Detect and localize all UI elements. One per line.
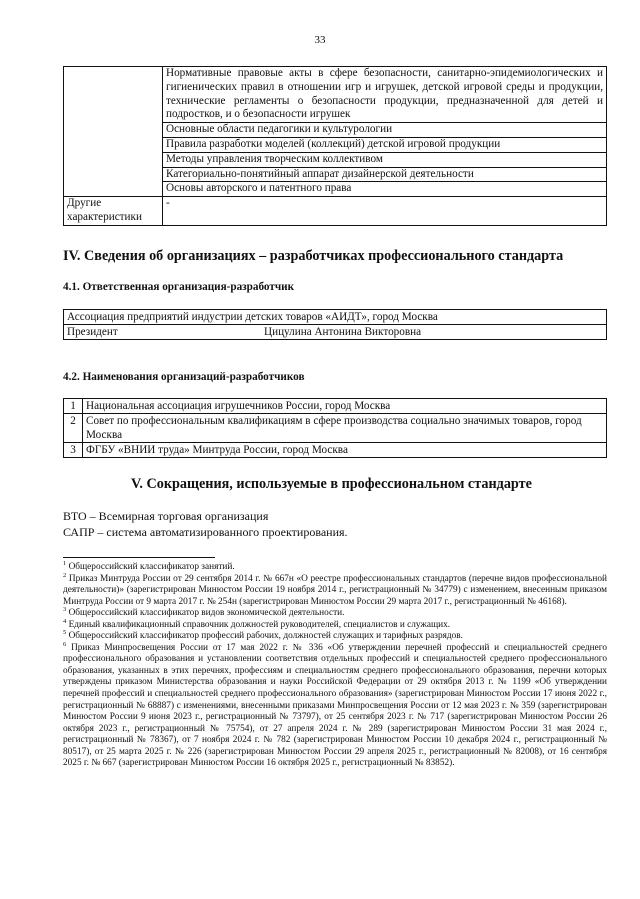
- president-name: Цицулина Антонина Викторовна: [230, 325, 607, 340]
- developer-name: ФГБУ «ВНИИ труда» Минтруда России, город Москва: [83, 443, 607, 458]
- developer-number: 3: [64, 443, 83, 458]
- table-row: [64, 443, 607, 458]
- footnote: [63, 631, 607, 643]
- table-cell-value: Правила разработки моделей (коллекций) детской игровой продукции: [163, 137, 607, 152]
- section-4-title: IV. Сведения об организациях – разработчиках профессионального стандарта: [63, 248, 564, 264]
- footnote-text: Приказ Минпросвещения России от 17 мая 2022 г. № 336 «Об утверждении перечней профессий и специальностей среднего профессионального образования и установлении соответствия отдельных профессий и специальностей среднего профессионального образования, указанных в этих перечнях, профессиям и специальностям среднего профессионального образования, перечни которых утверждены приказом Министерства образования и науки Российской Федерации от 29 октября 2013 г. № 1199 «Об утверждении перечней профессий и специальностей среднего профессионального образования» (зарегистрирован Минюстом России 17 июня 2022 г., регистрационный № 68887) с изменениями, внесенными приказами Минпросвещения России от 12 мая 2023 г. № 359 (зарегистрирован Минюстом России 9 июня 2023 г., регистрационный № 73797), от 25 сентября 2023 г. № 717 (зарегистрирован Минюстом России 26 октября 2023 г., регистрационный № 75754), от 27 апреля 2024 г. № 289 (зарегистрирован Минюстом России 31 мая 2024 г., регистрационный № 78367), от 7 ноября 2024 г. № 782 (зарегистрирован Минюстом России 10 декабря 2024 г., регистрационный № 80517), от 25 марта 2025 г. № 226 (зарегистрирован Минюстом России 29 апреля 2025 г., регистрационный № 82008), от 16 сентября 2025 г. № 667 (зарегистрирован Минюстом России 16 октября 2025 г., регистрационный № 83852).: [63, 642, 607, 769]
- page-number: 33: [314, 34, 326, 46]
- table-row: [64, 310, 607, 325]
- table-row: [64, 67, 607, 123]
- footnote-mark: 6: [63, 640, 67, 648]
- footnote-text: Общероссийский классификатор видов экономической деятельности.: [68, 608, 345, 619]
- footnote-mark: 4: [63, 617, 67, 625]
- footnote-mark: 2: [63, 571, 67, 579]
- developer-name: Совет по профессиональным квалификациям в сфере производства социально значимых товаров, город Москва: [83, 414, 607, 443]
- footnote-text: Единый квалификационный справочник должностей руководителей, специалистов и служащих.: [68, 619, 451, 630]
- developer-name: Национальная ассоциация игрушечников России, город Москва: [83, 399, 607, 414]
- footnotes: [63, 559, 607, 770]
- footnote: [63, 617, 607, 632]
- developers-table: [63, 398, 607, 458]
- president-label: Президент: [64, 325, 231, 340]
- table-row: [64, 399, 607, 414]
- section-4-1-title: 4.1. Ответственная организация-разработчик: [63, 281, 295, 293]
- responsible-org-name: Ассоциация предприятий индустрии детских товаров «АИДТ», город Москва: [64, 310, 607, 325]
- footnote-mark: 5: [63, 629, 67, 637]
- footnote: [63, 559, 607, 574]
- table-row: [64, 414, 607, 443]
- developer-number: 1: [64, 399, 83, 414]
- footnote-text: Приказ Минтруда России от 29 сентября 2014 г. № 667н «О реестре профессиональных стандартов (перечне видов профессиональной деятельности)» (зарегистрирован Минюстом России 19 ноября 2014 г., регистрационный № 34779) с изменением, внесенным приказом Минтруда России от 9 марта 2017 г. № 254н (зарегистрирован Минюстом России 29 марта 2017 г., регистрационный № 46168).: [63, 573, 607, 607]
- section-5-title: V. Сокращения, используемые в профессиональном стандарте: [131, 476, 532, 492]
- abbreviation-item: ВТО – Всемирная торговая организация: [63, 509, 269, 523]
- table-cell-value: Основные области педагогики и культурологии: [163, 123, 607, 138]
- table-row: [64, 325, 607, 340]
- responsible-org-table: [63, 309, 607, 340]
- footnote-text: Общероссийский классификатор занятий.: [68, 562, 235, 572]
- footnote-text: Общероссийский классификатор профессий рабочих, должностей служащих и тарифных разрядов.: [68, 631, 463, 642]
- section-4-2-title: 4.2. Наименования организаций-разработчиков: [63, 371, 305, 383]
- requirements-table: [63, 66, 607, 226]
- table-cell-value: Категориально-понятийный аппарат дизайнерской деятельности: [163, 167, 607, 182]
- table-cell-key: Другие характеристики: [64, 197, 163, 226]
- table-cell-value: Нормативные правовые акты в сфере безопасности, санитарно-эпидемиологических и гигиенических правил в отношении игр и игрушек, детской игровой среды и продукции, технические регламенты о безопасности продукции, предназначенной для детей и подростков, и о безопасности игрушек: [163, 67, 607, 123]
- table-cell-value: Методы управления творческим коллективом: [163, 152, 607, 167]
- table-cell-key: [64, 67, 163, 197]
- table-cell-value: Основы авторского и патентного права: [163, 182, 607, 197]
- footnote-mark: 1: [63, 559, 67, 567]
- table-cell-value: -: [163, 197, 607, 226]
- footnote: [63, 640, 607, 770]
- abbreviation-item: САПР – система автоматизированного проектирования.: [63, 525, 348, 539]
- footnote: [63, 608, 607, 620]
- footnote-separator: [63, 557, 215, 558]
- developer-number: 2: [64, 414, 83, 443]
- table-row: [64, 197, 607, 226]
- footnote: [63, 571, 607, 609]
- footnote-mark: 3: [63, 606, 67, 614]
